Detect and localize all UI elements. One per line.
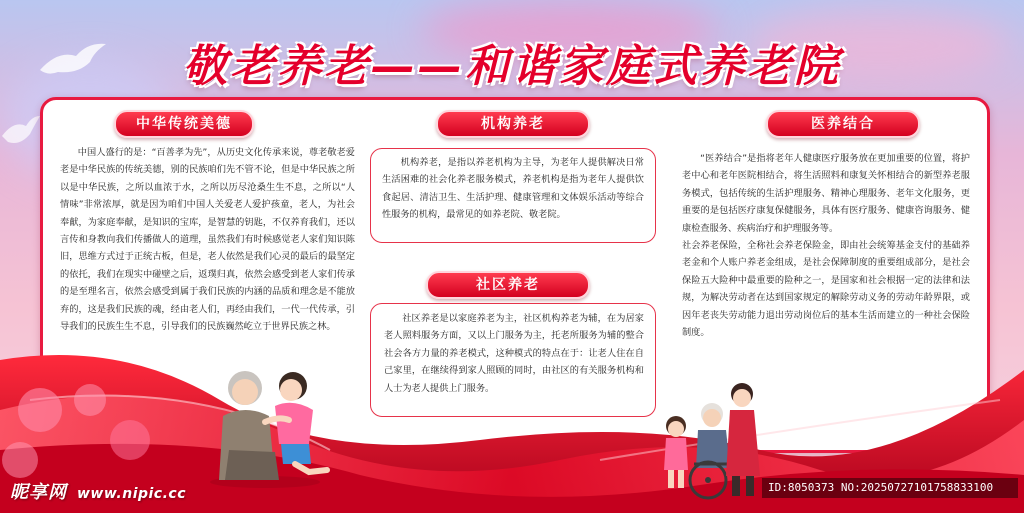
section-body-community: 社区养老是以家庭养老为主，社区机构养老为辅，在为居家老人照料服务方面，又以上门服务为主，托老所服务为辅的整合社会各方力量的养老模式，这种模式的特点在于：让老人住在自己家里，在继续得到家人照顾的同时，由社区的有关服务机构和人士为老人提供上门服务。 [384, 313, 644, 394]
section-body-institution: 机构养老，是指以养老机构为主导，为老年人提供解决日常生活困难的社会化养老服务模式，养老机构是指为老年人提供饮食起居、清洁卫生、生活护理、健康管理和文体娱乐活动等综合性服务的机构，最常见的如养老院、敬老院。 [382, 157, 644, 221]
section-heading-medical: 医养结合 [766, 110, 920, 138]
image-id-label: ID:8050373 NO:20250727101758833100 [762, 478, 1018, 498]
section-heading-institution: 机构养老 [436, 110, 590, 138]
watermark-logo [10, 478, 186, 504]
page-title: 敬老养老——和谐家庭式养老院 [183, 41, 841, 92]
watermark-logo-text: 昵享网 [10, 482, 67, 503]
family-wheelchair-illustration [656, 372, 776, 502]
section-heading-community: 社区养老 [426, 271, 590, 299]
section-body-medical: “医养结合”是指将老年人健康医疗服务放在更加重要的位置，将护老中心和老年医院相结合，将生活照料和康复关怀相结合的新型养老服务模式，包括传统的生活护理服务、精神心理服务、老年文化服务，更重要的是包括医疗康复保健服务，具体有医疗服务、健康咨询服务、健康检查服务、疾病治疗和护理服务等。 社会养老保险，全称社会养老保险金，即由社会统筹基金支付的基础养老金和个人账户养老金组成，是社会保障制度的重要组成部分，是社会保险五大险种中最重要的险种之一，是国家和社会根据一定的法律和法规，为解决劳动者在达到国家规定的解除劳动义务的劳动年龄界限，或因年老丧失劳动能力退出劳动岗位后的基本生活而建立的一种社会保险制度。 [682, 153, 970, 339]
dove-icon [0, 112, 40, 152]
section-body-tradition: 中国人盛行的是：“百善孝为先”，从历史文化传承来说，尊老敬老爱老是中华民族的传统美德，别的民族咱们先不管不论，但是中华民族之所以是中华民族，之所以血浓于水，之所以历尽沧桑生生不息，之所以“人情味”非常浓厚，就是因为咱们中国人关爱老人爱护孩童，老人，为社会奉献，为家庭奉献，是知识的宝库，是智慧的钥匙，不仅养育我们，还以言传和身教向我们传播做人的道理，虽然我们有时候感觉老人家们知识陈旧，思维方式过于正统古板，但是，老人依然是我们心灵的最后的最坚定的依托，我们在现实中碰壁之后，返璞归真，依然会感受到老人家们传承的是至理名言，依然会感受到属于我们民族的内涵的品质和理念是不能放弃的，这是我们民族的魂，经由老人们，再经由我们，一代一代传承，引导我们的民族生生不息，引导我们的民族巍然屹立于世界民族之林。 [60, 147, 355, 333]
section-heading-tradition: 中华传统美德 [114, 110, 254, 138]
flower-decoration [0, 370, 180, 490]
watermark-url: www.nipic.cc [77, 486, 187, 502]
grandmother-child-illustration [205, 360, 345, 490]
